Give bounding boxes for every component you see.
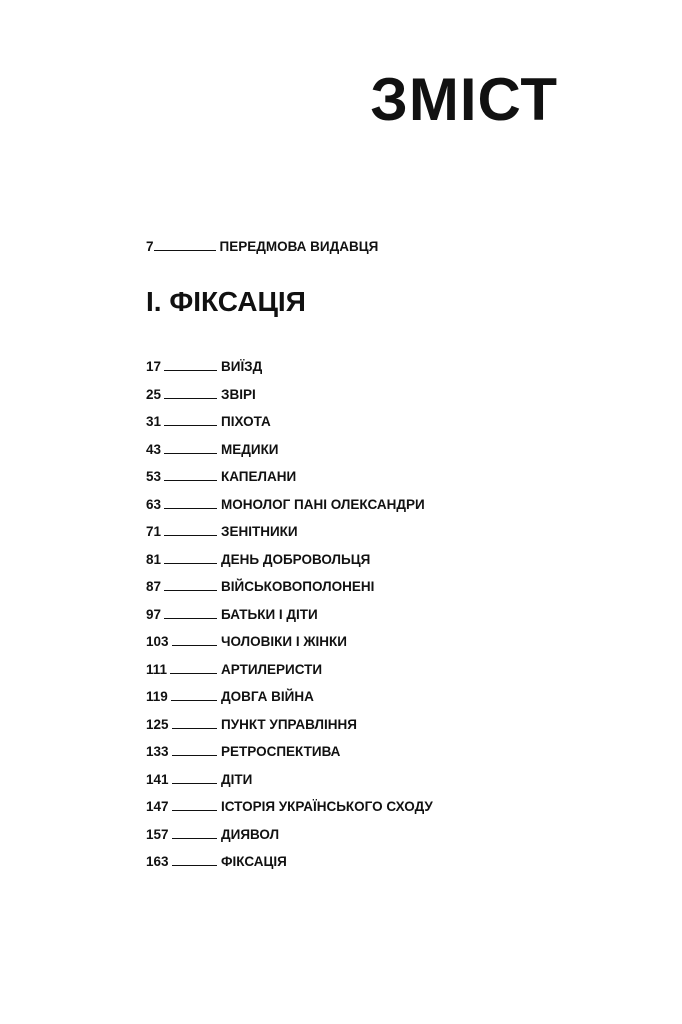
toc-entry-label: РЕТРОСПЕКТИВА bbox=[221, 744, 341, 759]
toc-leader-line bbox=[164, 551, 217, 564]
toc-leader-line bbox=[172, 798, 217, 811]
toc-leader-line bbox=[154, 238, 216, 251]
toc-entry[interactable] bbox=[146, 386, 256, 404]
toc-entry-label: ЗЕНІТНИКИ bbox=[221, 524, 298, 539]
toc-entry-label: ЧОЛОВІКИ І ЖІНКИ bbox=[221, 634, 347, 649]
toc-entry-label: МОНОЛОГ ПАНІ ОЛЕКСАНДРИ bbox=[221, 496, 425, 512]
toc-entry[interactable] bbox=[146, 798, 433, 816]
toc-page-number: 81 bbox=[146, 551, 162, 567]
toc-page-number: 7 bbox=[146, 239, 154, 254]
toc-entry-label: ПЕРЕДМОВА ВИДАВЦЯ bbox=[219, 239, 379, 254]
toc-page-number: 119 bbox=[146, 689, 168, 704]
toc-entry-label: ПІХОТА bbox=[221, 414, 271, 429]
toc-entry[interactable] bbox=[146, 688, 314, 706]
toc-page-number: 125 bbox=[146, 716, 169, 732]
toc-page-number: 157 bbox=[146, 826, 169, 842]
toc-entry[interactable] bbox=[146, 551, 370, 569]
toc-leader-line bbox=[172, 633, 217, 646]
toc-entry-label: ЗВІРІ bbox=[221, 386, 256, 402]
toc-entry[interactable] bbox=[146, 853, 287, 871]
toc-entry-label: КАПЕЛАНИ bbox=[221, 469, 297, 484]
toc-entry[interactable] bbox=[146, 496, 425, 514]
toc-page-number: 53 bbox=[146, 469, 162, 484]
page-title: ЗМІСТ bbox=[370, 66, 558, 133]
toc-leader-line bbox=[164, 386, 217, 399]
toc-entry[interactable] bbox=[146, 826, 279, 844]
toc-entry-label: АРТИЛЕРИСТИ bbox=[221, 661, 323, 677]
toc-page-number: 43 bbox=[146, 441, 162, 457]
toc-leader-line bbox=[172, 771, 217, 784]
toc-entry[interactable] bbox=[146, 441, 279, 459]
toc-leader-line bbox=[164, 606, 217, 619]
toc-page-number: 111 bbox=[146, 661, 168, 677]
toc-leader-line bbox=[172, 853, 217, 866]
toc-entry[interactable] bbox=[146, 606, 318, 624]
toc-entry-label: ДИЯВОЛ bbox=[221, 826, 280, 842]
toc-entry-preface[interactable] bbox=[146, 238, 378, 256]
toc-page-number: 63 bbox=[146, 496, 162, 512]
toc-leader-line bbox=[171, 688, 217, 701]
toc-page-number: 71 bbox=[146, 524, 162, 539]
toc-leader-line bbox=[164, 468, 217, 481]
toc-page-number: 31 bbox=[146, 414, 162, 429]
toc-entry[interactable] bbox=[146, 468, 296, 486]
toc-leader-line bbox=[164, 496, 217, 509]
toc-entry-label: ДІТИ bbox=[221, 771, 253, 787]
toc-leader-line bbox=[164, 578, 217, 591]
toc-leader-line bbox=[172, 743, 217, 756]
toc-page-number: 17 bbox=[146, 359, 162, 374]
toc-page-number: 97 bbox=[146, 606, 162, 622]
toc-entry[interactable] bbox=[146, 633, 347, 651]
toc-leader-line bbox=[164, 523, 217, 536]
toc-entry[interactable] bbox=[146, 771, 252, 789]
toc-entry-label: ДОВГА ВІЙНА bbox=[221, 689, 314, 704]
toc-entry[interactable] bbox=[146, 413, 271, 431]
toc-entry-label: ВІЙСЬКОВОПОЛОНЕНІ bbox=[221, 579, 375, 594]
toc-leader-line bbox=[172, 716, 217, 729]
toc-leader-line bbox=[164, 358, 217, 371]
toc-entry-label: МЕДИКИ bbox=[221, 441, 279, 457]
toc-page-number: 133 bbox=[146, 744, 169, 759]
toc-entry[interactable] bbox=[146, 716, 357, 734]
toc-entry-label: ВИЇЗД bbox=[221, 359, 263, 374]
toc-leader-line bbox=[164, 441, 217, 454]
toc-entry[interactable] bbox=[146, 743, 340, 761]
toc-entry[interactable] bbox=[146, 578, 374, 596]
toc-entry-label: ПУНКТ УПРАВЛІННЯ bbox=[221, 716, 357, 732]
toc-page-number: 147 bbox=[146, 799, 169, 814]
toc-entry[interactable] bbox=[146, 523, 298, 541]
toc-entry-label: БАТЬКИ І ДІТИ bbox=[221, 606, 318, 622]
toc-leader-line bbox=[170, 661, 217, 674]
toc-page-number: 25 bbox=[146, 386, 162, 402]
toc-page-number: 103 bbox=[146, 634, 169, 649]
toc-entry[interactable] bbox=[146, 358, 262, 376]
toc-leader-line bbox=[164, 413, 217, 426]
toc-entry[interactable] bbox=[146, 661, 322, 679]
section-title: І. ФІКСАЦІЯ bbox=[146, 286, 306, 317]
toc-entry-label: ФІКСАЦІЯ bbox=[221, 854, 287, 869]
toc-page-number: 141 bbox=[146, 771, 169, 787]
toc-page-number: 87 bbox=[146, 579, 162, 594]
toc-entry-label: ІСТОРІЯ УКРАЇНСЬКОГО СХОДУ bbox=[221, 799, 433, 814]
toc-entry-label: ДЕНЬ ДОБРОВОЛЬЦЯ bbox=[221, 551, 371, 567]
toc-page-number: 163 bbox=[146, 854, 169, 869]
toc-leader-line bbox=[172, 826, 217, 839]
